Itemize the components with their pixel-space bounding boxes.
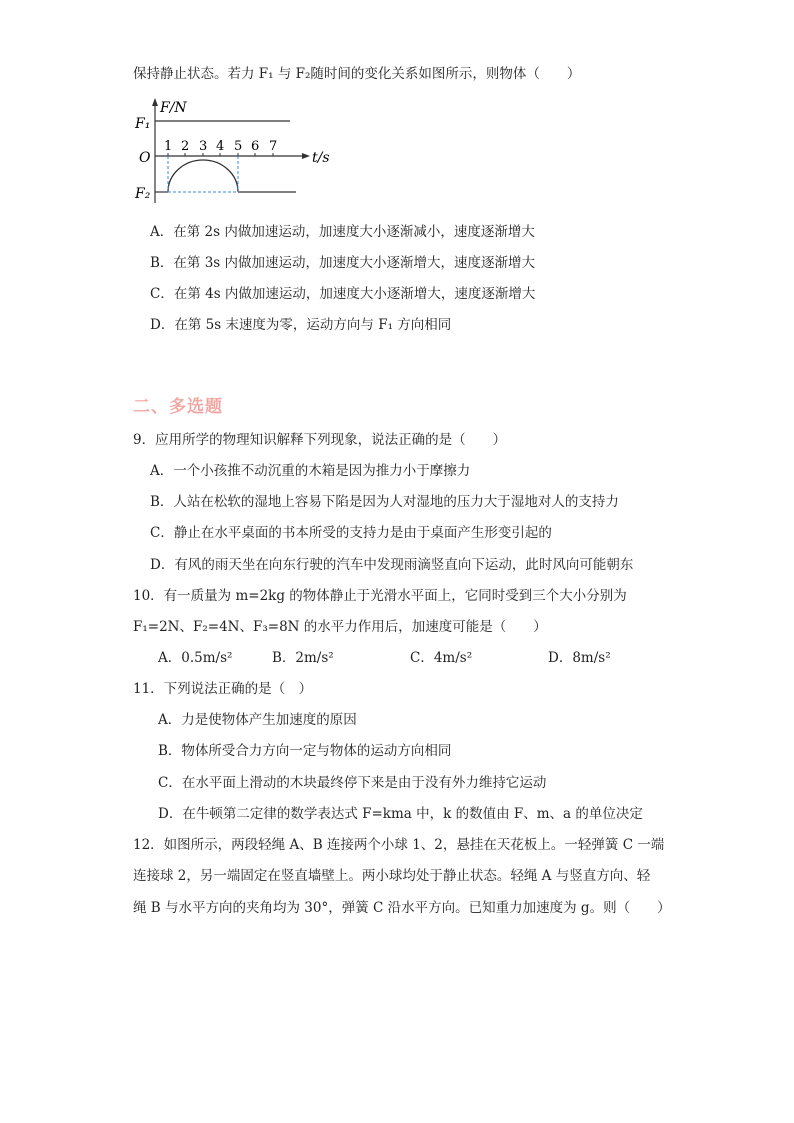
f1-label: F₁	[135, 116, 151, 132]
origin-label: O	[139, 150, 151, 166]
section-title: 二、多选题	[133, 397, 223, 417]
q9-option-d: D．有风的雨天坐在向东行驶的汽车中发现雨滴竖直向下运动，此时风向可能朝东	[150, 557, 634, 573]
q9-option-c: C．静止在水平桌面的书本所受的支持力是由于桌面产生形变引起的	[150, 525, 552, 541]
tick-label-5: 5	[234, 139, 243, 154]
y-axis-arrow-icon	[152, 98, 158, 106]
q12-stem-line3: 绳 B 与水平方向的夹角均为 30°，弹簧 C 沿水平方向。已知重力加速度为 g。则（ ）	[133, 900, 671, 916]
q10-option-b: B．2m/s²	[272, 650, 334, 666]
q8-option-c: C．在第 4s 内做加速运动，加速度大小逐渐增大，速度逐渐增大	[150, 286, 536, 302]
q12-stem-line2: 连接球 2，另一端固定在竖直墙壁上。两小球均处于静止状态。轻绳 A 与竖直方向、轻	[133, 868, 651, 884]
force-time-graph	[130, 98, 350, 208]
x-axis-arrow-icon	[302, 153, 310, 159]
q9-option-a: A．一个小孩推不动沉重的木箱是因为推力小于摩擦力	[150, 463, 471, 479]
q8-option-b: B．在第 3s 内做加速运动，加速度大小逐渐增大，速度逐渐增大	[150, 255, 536, 271]
tick-label-7: 7	[269, 139, 278, 154]
q10-stem-line2: F₁=2N、F₂=4N、F₃=8N 的水平力作用后，加速度可能是（ ）	[133, 619, 547, 635]
q10-option-d: D．8m/s²	[548, 650, 611, 666]
y-axis-label: F/N	[160, 100, 187, 116]
q9-stem: 9．应用所学的物理知识解释下列现象，说法正确的是（ ）	[133, 432, 507, 448]
f2-label: F₂	[135, 186, 151, 202]
q10-option-a: A．0.5m/s²	[158, 650, 233, 666]
q10-option-c: C．4m/s²	[410, 650, 473, 666]
q11-option-b: B．物体所受合力方向一定与物体的运动方向相同	[158, 743, 452, 759]
tick-label-3: 3	[199, 139, 208, 154]
q11-stem: 11．下列说法正确的是（ ）	[133, 681, 313, 697]
q9-option-b: B．人站在松软的湿地上容易下陷是因为人对湿地的压力大于湿地对人的支持力	[150, 494, 619, 510]
tick-label-2: 2	[181, 139, 190, 154]
f2-curve	[168, 160, 238, 192]
q11-option-c: C．在水平面上滑动的木块最终停下来是由于没有外力维持它运动	[158, 775, 547, 791]
q10-stem-line1: 10．有一质量为 m=2kg 的物体静止于光滑水平面上，它同时受到三个大小分别为	[133, 588, 627, 604]
tick-label-1: 1	[164, 139, 173, 154]
q12-stem-line1: 12．如图所示，两段轻绳 A、B 连接两个小球 1、2，悬挂在天花板上。一轻弹簧 C 一端	[133, 837, 665, 853]
q8-stem: 保持静止状态。若力 F₁ 与 F₂随时间的变化关系如图所示，则物体（ ）	[133, 66, 581, 82]
x-axis-label: t/s	[312, 150, 330, 166]
tick-label-4: 4	[216, 139, 225, 154]
q8-option-a: A．在第 2s 内做加速运动，加速度大小逐渐减小，速度逐渐增大	[150, 224, 535, 240]
q11-option-d: D．在牛顿第二定律的数学表达式 F=kma 中，k 的数值由 F、m、a 的单位决定	[158, 806, 643, 822]
tick-label-6: 6	[251, 139, 260, 154]
q8-option-d: D．在第 5s 末速度为零，运动方向与 F₁ 方向相同	[150, 317, 452, 333]
q11-option-a: A．力是使物体产生加速度的原因	[158, 712, 357, 728]
